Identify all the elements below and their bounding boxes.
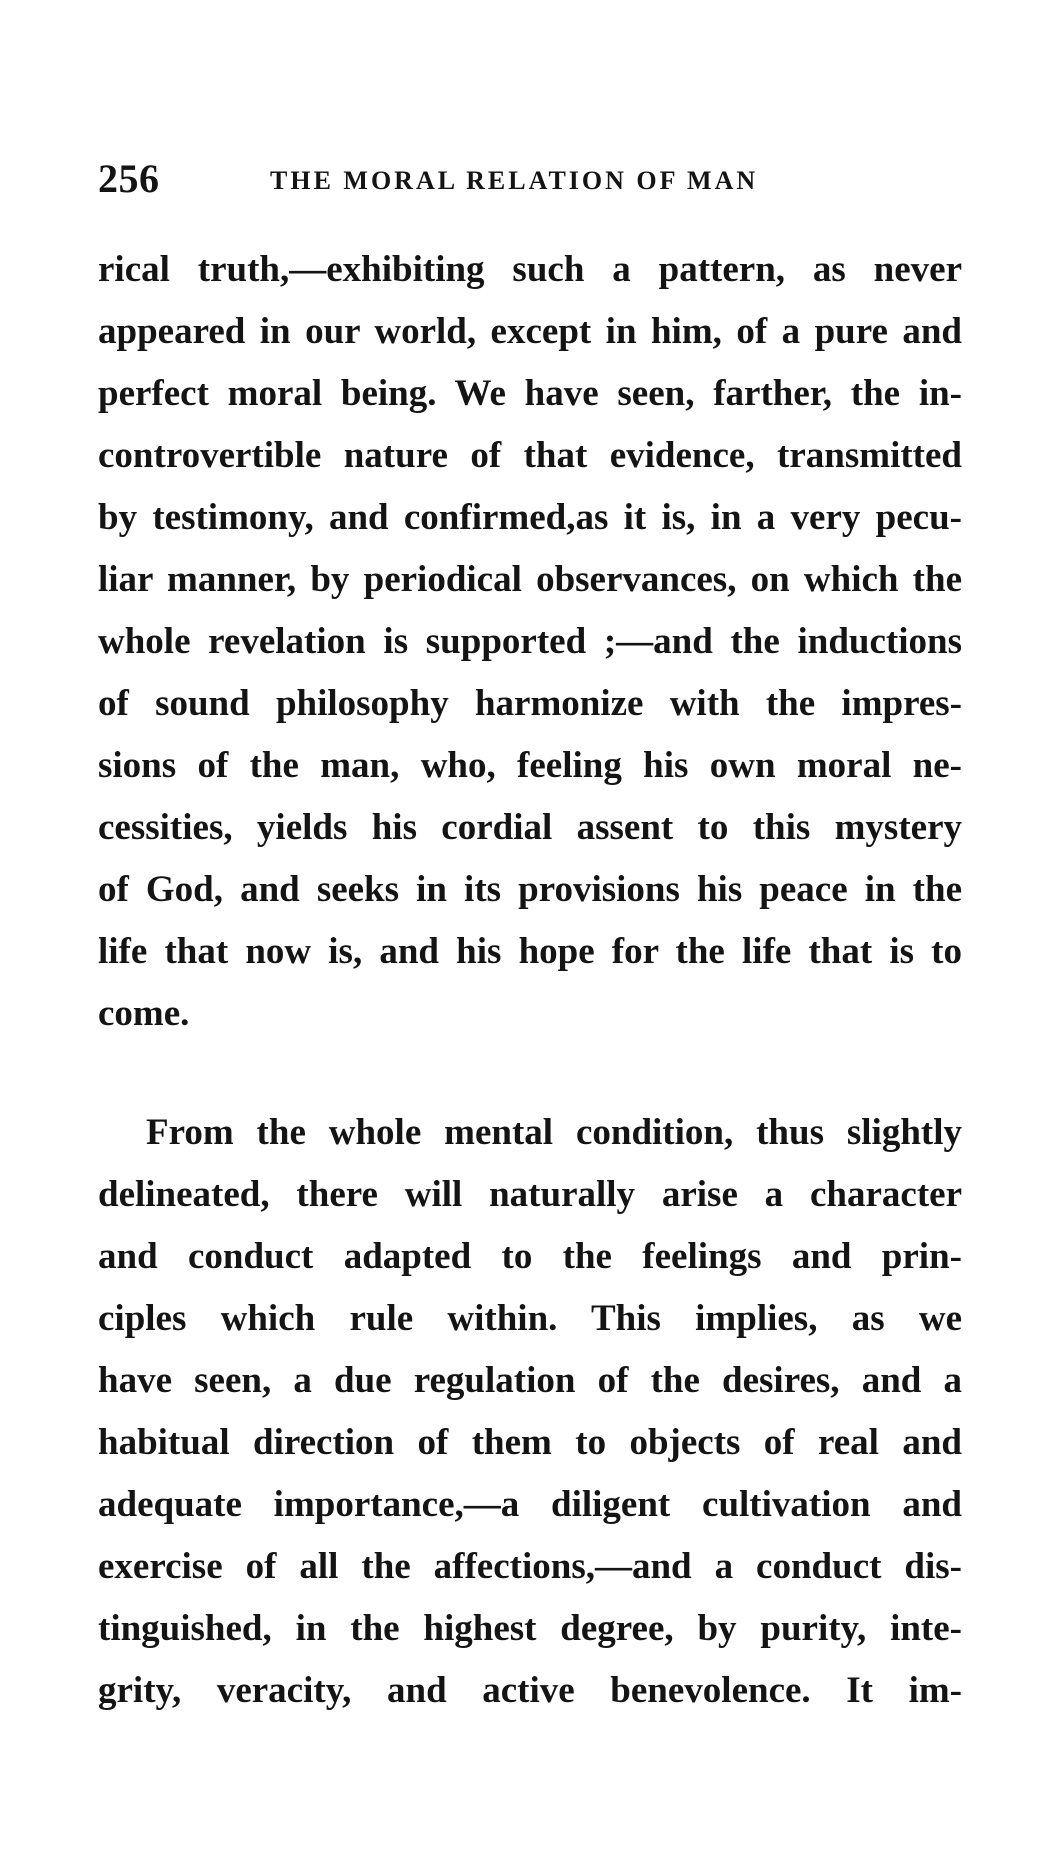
text-line: of sound philosophy harmonize with the impres- <box>98 683 962 724</box>
text-line: perfect moral being. We have seen, farther, the in- <box>98 373 962 414</box>
text-line: appeared in our world, except in him, of a pure and <box>98 311 962 352</box>
text-line: delineated, there will naturally arise a character <box>98 1174 962 1215</box>
text-line: adequate importance,—a diligent cultivation and <box>98 1484 962 1525</box>
text-line: rical truth,—exhibiting such a pattern, as never <box>98 249 962 290</box>
text-line: controvertible nature of that evidence, transmitted <box>98 435 962 476</box>
text-line: ciples which rule within. This implies, as we <box>98 1298 962 1339</box>
text-line: by testimony, and confirmed,as it is, in a very pecu- <box>98 497 962 538</box>
text-line: exercise of all the affections,—and a conduct dis- <box>98 1546 962 1587</box>
text-line: life that now is, and his hope for the life that is to <box>98 931 962 972</box>
text-line-indented: From the whole mental condition, thus slightly <box>146 1112 962 1153</box>
page-number: 256 <box>98 156 160 201</box>
text-line: whole revelation is supported ;—and the inductions <box>98 621 962 662</box>
text-line: of God, and seeks in its provisions his peace in the <box>98 869 962 910</box>
text-line: cessities, yields his cordial assent to this mystery <box>98 807 962 848</box>
text-line: have seen, a due regulation of the desires, and a <box>98 1360 962 1401</box>
text-line: tinguished, in the highest degree, by purity, inte- <box>98 1608 962 1649</box>
text-line: and conduct adapted to the feelings and prin- <box>98 1236 962 1277</box>
page-header <box>98 155 968 199</box>
text-line: liar manner, by periodical observances, on which the <box>98 559 962 600</box>
paragraph-1 <box>98 239 962 1045</box>
text-line-last: come. <box>98 993 190 1034</box>
running-head: THE MORAL RELATION OF MAN <box>270 166 759 195</box>
text-line: sions of the man, who, feeling his own moral ne- <box>98 745 962 786</box>
text-line: habitual direction of them to objects of real and <box>98 1422 962 1463</box>
paragraph-2 <box>98 1102 962 1722</box>
text-line: grity, veracity, and active benevolence. It im- <box>98 1670 962 1711</box>
